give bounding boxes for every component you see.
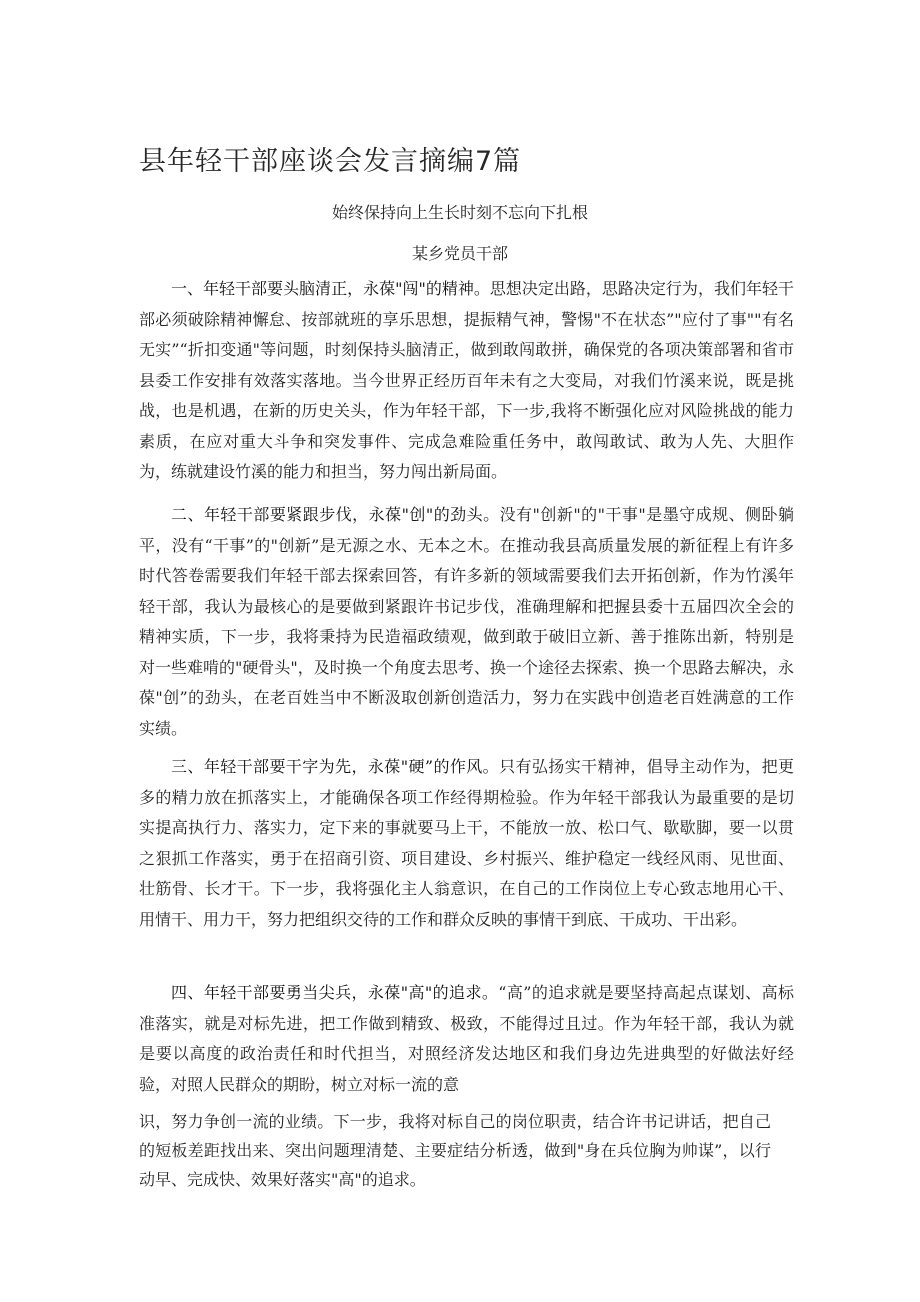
paragraph-text: 没有"创新"的"干事"是墨守成规、侧卧躺平，没有“干事”的"创新”是无源之水、无本之木。在推动我县高质量发展的新征程上有许多时代答卷需要我们年轻干部去探索回答，有许多新的领域需要我们去开拓创新，作为竹溪年轻干部，我认为最核心的是要做到紧跟许书记步伐，准确理解和把握县委十五届四次全会的精神实质，下一步，我将秉持为民造福政绩观，做到敢于破旧立新、善于推陈出新，特别是对一些难啃的"硬骨头"，及时换一个角度去思考、换一个途径去探索、换一个思路去解决，永葆"创”的劲头，在老百姓当中不断汲取创新创造活力，努力在实践中创造老百姓满意的工作实绩。: [139, 505, 794, 738]
paragraph-text: 识，努力争创一流的业绩。下一步，我将对标自己的岗位职责，结合许书记讲话，把自己的短板差距找出来、突出问题理清楚、主要症结分析透，做到"身在兵位胸为帅谋”，以行动早、完成快、效果好落实"高"的追求。: [139, 1112, 771, 1189]
paragraph-4-continued: [139, 1107, 771, 1194]
paragraph-text: 思想决定出路，思路决定行为，我们年轻干部必须破除精神懈怠、按部就班的享乐思想，提振精气神，警惕"不在状态”"应付了事""有名无实”“折扣变通"等问题，时刻保持头脑清正，做到敢闯敢拼，确保党的各项决策部署和省市县委工作安排有效落实落地。当今世界正经历百年未有之大变局，对我们竹溪来说，既是挑战，也是机遇，在新的历史关头，作为年轻干部，下一步,我将不断强化应对风险挑战的能力素质，在应对重大斗争和突发事件、完成急难险重任务中，敢闯敢试、敢为人先、大胆作为，练就建设竹溪的能力和担当，努力闯出新局面。: [139, 279, 794, 481]
author-line: 某乡党员干部: [411, 244, 508, 263]
paragraph-1: [139, 274, 794, 488]
paragraph-lead: 一、年轻干部要头脑清正，永葆"闯"的精神。: [171, 279, 490, 298]
paragraph-lead: 四、年轻干部要勇当尖兵，永葆"高"的追求。: [171, 983, 499, 1002]
paragraph-lead: 三、年轻干部要干字为先，永葆"硬”的作风。: [171, 757, 500, 776]
document-title: 县年轻干部座谈会发言摘编7篇: [139, 146, 522, 177]
paragraph-3: [139, 752, 794, 935]
paragraph-text: “高”的追求就是要坚持高起点谋划、高标准落实，就是对标先进，把工作做到精致、极致，不能得过且过。作为年轻干部，我认为就是要以高度的政治责任和时代担当，对照经济发达地区和我们身边先进典型的好做法好经验，对照人民群众的期盼，树立对标一流的意: [139, 983, 794, 1094]
section-title: 始终保持向上生长时刻不忘向下扎根: [331, 203, 588, 222]
paragraph-lead: 二、年轻干部要紧跟步伐，永葆"创"的劲头。: [171, 505, 500, 524]
paragraph-2: [139, 500, 794, 744]
paragraph-4: [139, 978, 794, 1100]
paragraph-text: 只有弘扬实干精神，倡导主动作为，把更多的精力放在抓落实上，才能确保各项工作经得期检验。作为年轻干部我认为最重要的是切实提高执行力、落实力，定下来的事就要马上干，不能放一放、松口气、歇歇脚，要一以贯之狠抓工作落实，勇于在招商引资、项目建设、乡村振兴、维护稳定一线经风雨、见世面、壮筋骨、长才干。下一步，我将强化主人翁意识，在自己的工作岗位上专心致志地用心干、用情干、用力干，努力把组织交待的工作和群众反映的事情干到底、干成功、干出彩。: [139, 757, 794, 929]
